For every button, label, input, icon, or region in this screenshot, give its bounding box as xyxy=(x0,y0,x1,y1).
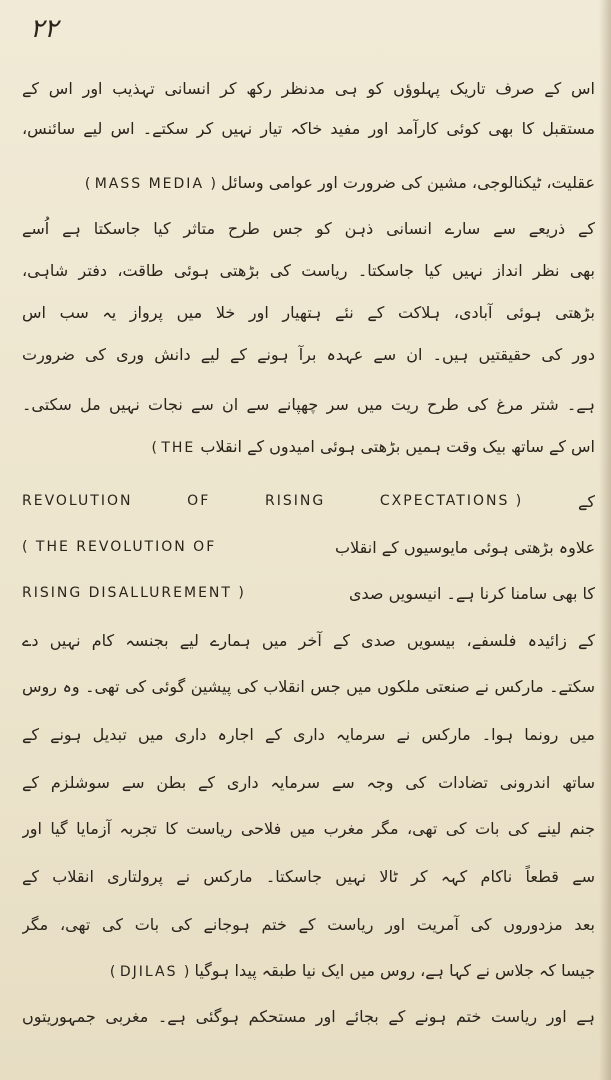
text-line-9 xyxy=(22,430,595,464)
text-line-20 xyxy=(22,954,595,988)
english-term-rising-disallurement: RISING DISALLUREMENT ) xyxy=(22,585,246,601)
english-line-revolution-rising-expectations xyxy=(22,484,595,518)
text-line-18: سے قطعاً ناکام کہہ کر ٹالا نہیں جاسکتا۔ مارکس نے پرولتاری انقلاب کے xyxy=(22,867,595,886)
text-line-2: مستقبل کا بھی کوئی کارآمد اور مفید خاکہ تیار نہیں کر سکتے۔ اس لیے سائنس، xyxy=(22,119,595,138)
text-line-21: ہے اور ریاست ختم ہونے کے بجائے اور مستحکم ہوگئی ہے۔ مغربی جمہوریتوں xyxy=(22,1007,595,1026)
english-word-rising: RISING xyxy=(264,493,326,509)
page-edge-shadow xyxy=(599,0,611,1080)
english-word-revolution: REVOLUTION xyxy=(22,493,133,509)
english-word-expectations: CXPECTATIONS ) xyxy=(379,493,524,509)
text-line-3-urdu: عقلیت، ٹیکنالوجی، مشین کی ضرورت اور عوامی وسائل xyxy=(221,173,595,192)
text-line-8: ہے۔ شتر مرغ کی طرح ریت میں سر چھپانے سے ان سے نجات نہیں مل سکتی۔ xyxy=(22,395,595,414)
text-line-12-urdu: کا بھی سامنا کرنا ہے۔ انیسویں صدی xyxy=(348,583,595,603)
english-term-the: ( THE xyxy=(151,440,196,456)
text-line-7: دور کی حقیقتیں ہیں۔ ان سے عہدہ برآ ہونے کے لیے دانش وری کی ضرورت xyxy=(22,345,595,364)
text-line-6: بڑھتی ہوئی آبادی، ہلاکت کے نئے ہتھیار اور خلا میں پرواز یہ سب اس xyxy=(22,303,595,322)
text-line-5: بھی نظر انداز نہیں کیا جاسکتا۔ ریاست کی بڑھتی ہوئی طاقت، دفتر شاہی، xyxy=(22,261,595,280)
english-term-djilas: ( DJILAS ) xyxy=(109,964,190,980)
text-line-14: سکتے۔ مارکس نے صنعتی ملکوں میں جس انقلاب کی پیشین گوئی کی تھی۔ وہ روس xyxy=(22,677,595,696)
text-line-12 xyxy=(22,576,595,610)
text-line-17: جنم لینے کی بات کی تھی، مگر مغرب میں فلاحی ریاست کا تجربہ آزمایا گیا اور xyxy=(22,819,595,838)
text-line-3 xyxy=(22,166,595,200)
text-line-9-urdu: اس کے ساتھ بیک وقت ہمیں بڑھتی ہوئی امیدوں کے انقلاب xyxy=(200,437,595,456)
text-line-10-urdu: کے xyxy=(577,491,595,511)
text-line-11 xyxy=(22,530,595,564)
text-line-4: کے ذریعے سے سارے انسانی ذہن کو جس طرح متاثر کیا جاسکتا ہے اُسے xyxy=(22,219,595,238)
english-word-of: OF xyxy=(187,493,211,509)
english-term-the-revolution-of: ( THE REVOLUTION OF xyxy=(22,539,217,555)
english-term-mass-media: ( MASS MEDIA ) xyxy=(84,176,216,192)
text-line-13: کے زائیدہ فلسفے، بیسویں صدی کے آخر میں ہمارے لیے بجنسہ کام نہیں دے xyxy=(22,631,595,650)
text-line-11-urdu: علاوہ بڑھتی ہوئی مایوسیوں کے انقلاب xyxy=(335,537,595,557)
page-number: ۲۲ xyxy=(30,14,58,44)
text-line-16: ساتھ اندرونی تضادات کی وجہ سے سرمایہ داری کے بطن سے سوشلزم کے xyxy=(22,773,595,792)
text-line-20-urdu: جیسا کہ جلاس نے کہا ہے، روس میں ایک نیا طبقہ پیدا ہوگیا xyxy=(194,961,595,980)
text-line-1: اس کے صرف تاریک پہلوؤں کو ہی مدنظر رکھ کر انسانی تہذیب اور اس کے xyxy=(22,79,595,98)
text-line-15: میں رونما ہوا۔ مارکس نے سرمایہ داری کے اجارہ داری میں تبدیل ہونے کے xyxy=(22,725,595,744)
text-line-19: بعد مزدوروں کی آمریت اور ریاست کے ختم ہوجانے کی بات کی تھی، مگر xyxy=(22,915,595,934)
